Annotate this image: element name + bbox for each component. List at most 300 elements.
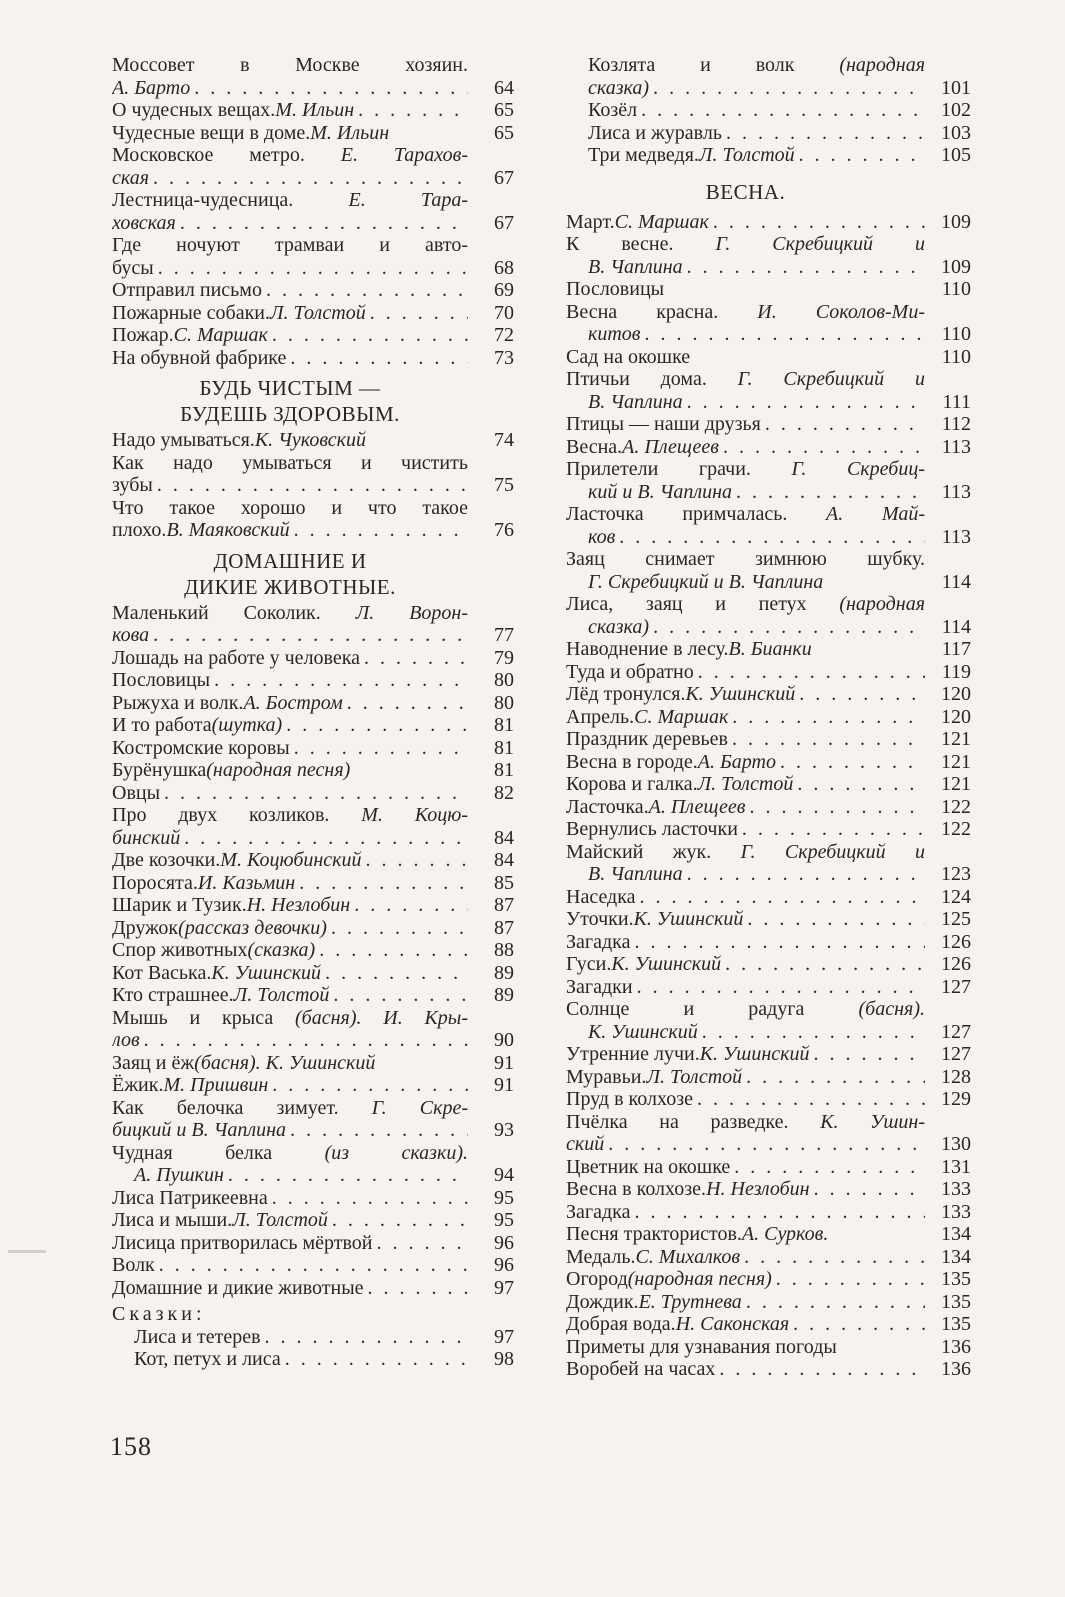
leader-dots (149, 167, 468, 190)
entry-title: К весне. (566, 233, 716, 255)
entry-title: Корова и галка. (566, 773, 698, 795)
entry-title: Волк (112, 1254, 155, 1276)
leader-dots (719, 436, 925, 459)
toc-entry (112, 737, 514, 760)
leader-dots (286, 1119, 468, 1142)
toc-entry (566, 122, 971, 145)
toc-entry (112, 1187, 514, 1210)
entry-author: Г. Скребицкий и (740, 840, 925, 863)
toc-entry (566, 1336, 971, 1359)
entry-title: Апрель. (566, 705, 635, 728)
leader-dots (810, 1178, 925, 1201)
page-ref: 113 (941, 480, 971, 503)
page-ref: 65 (494, 99, 514, 121)
leader-dots (742, 1291, 925, 1314)
entry-title: Мышь и крыса (112, 1006, 295, 1029)
toc-entry (112, 429, 514, 452)
entry-author: Н. Саконская (675, 1313, 790, 1335)
toc-entry (566, 1111, 971, 1156)
toc-entry (566, 99, 971, 122)
page-ref: 91 (494, 1051, 514, 1074)
entry-author: М. Пришвин (163, 1074, 269, 1096)
entry-title: Шарик и Тузик. (112, 894, 247, 916)
toc-entry (112, 647, 514, 670)
toc-entry (112, 1277, 514, 1300)
leader-dots (738, 818, 925, 841)
entry-author: (народная (839, 54, 925, 76)
page-ref: 134 (941, 1245, 971, 1268)
entry-author: Е. Тарахов- (340, 144, 469, 166)
entry-author: Л. Толстой (697, 773, 794, 795)
entry-author: (сказка) (247, 939, 316, 961)
page-ref: 85 (494, 871, 514, 894)
entry-title: Гуси. (566, 953, 612, 975)
leader-dots (615, 526, 925, 549)
leader-dots (743, 908, 925, 931)
entry-title: Три медведя. (588, 144, 699, 166)
page-ref: 91 (494, 1074, 514, 1096)
entry-author: К. Ушинский (211, 961, 322, 984)
page-ref: 136 (941, 1335, 971, 1358)
page-number: 158 (110, 1432, 152, 1461)
page-ref: 105 (941, 144, 971, 166)
leader-dots (709, 211, 925, 234)
entry-title-cont: бусы (112, 256, 154, 279)
entry-title: Загадка (566, 1200, 631, 1223)
toc-entry (566, 976, 971, 999)
page-ref: 127 (941, 1020, 971, 1043)
toc-entry (112, 1254, 514, 1277)
subsection-label (112, 1303, 514, 1326)
entry-title: Огород (566, 1268, 628, 1290)
page-ref: 125 (941, 908, 971, 930)
page-ref: 69 (494, 279, 514, 301)
entry-author: С. Михалков (635, 1245, 741, 1268)
entry-title: Овцы (112, 781, 161, 804)
leader-dots (327, 917, 468, 940)
entry-author: А. Бостром (243, 691, 343, 714)
entry-title-cont: лов (112, 1029, 140, 1051)
page-ref: 129 (941, 1088, 971, 1110)
page-ref: 96 (494, 1231, 514, 1254)
toc-entry (112, 984, 514, 1007)
page-ref: 128 (941, 1065, 971, 1088)
leader-dots (153, 474, 468, 497)
entry-author: В. Бианки (728, 638, 812, 660)
leader-dots (154, 257, 468, 280)
page-ref: 80 (494, 669, 514, 691)
page-ref: 114 (941, 570, 971, 593)
entry-title: Весна в городе. (566, 750, 698, 773)
page-ref: 114 (941, 615, 971, 638)
toc-entry (112, 939, 514, 962)
toc-entry (112, 1348, 514, 1371)
entry-title: Ласточка примчалась. (566, 503, 827, 525)
entry-title-cont: В. Чаплина (588, 255, 683, 278)
leader-dots (140, 1029, 468, 1052)
toc-entry (566, 413, 971, 436)
entry-title-cont: А. Пушкин (134, 1164, 224, 1186)
page-ref: 81 (494, 714, 514, 736)
leader-dots (362, 849, 468, 872)
toc-entry (112, 602, 514, 647)
page-ref: 97 (494, 1276, 514, 1299)
leader-dots (190, 77, 468, 100)
leader-dots (649, 616, 925, 639)
entry-title: Пожар. (112, 324, 174, 346)
entry-title-cont: бинский (112, 826, 181, 849)
toc-entry (566, 1043, 971, 1066)
entry-author: (басня). (858, 998, 925, 1020)
entry-author: Г. Скребицкий и (737, 368, 925, 390)
entry-author: М. Ильин (310, 121, 390, 144)
entry-title: Пчёлка на разведке. (566, 1110, 821, 1133)
section-heading (566, 179, 925, 205)
page-ref: 68 (494, 256, 514, 279)
toc-entry (566, 233, 971, 278)
entry-title: Воробей на часах (566, 1358, 716, 1380)
leader-dots (290, 519, 468, 542)
leader-dots (793, 773, 925, 796)
entry-title: Март. (566, 210, 615, 233)
page-ref: 123 (941, 863, 971, 885)
entry-title: Домашние и дикие животные (112, 1276, 364, 1299)
toc-entry (566, 796, 971, 819)
section-heading-line: ВЕСНА. (705, 179, 786, 204)
entry-author: К. Ушинский (633, 908, 744, 930)
entry-title: Дождик. (566, 1290, 639, 1313)
toc-entry (112, 894, 514, 917)
page-ref: 136 (941, 1358, 971, 1380)
entry-title: Лиса Патрикеевна (112, 1186, 268, 1209)
page-ref: 93 (494, 1119, 514, 1141)
toc-entry (566, 54, 971, 99)
toc-entry (566, 886, 971, 909)
toc-entry (112, 692, 514, 715)
leader-dots (290, 737, 468, 760)
section-heading-line: ДИКИЕ ЖИВОТНЫЕ. (184, 574, 396, 599)
page-ref: 119 (941, 660, 971, 683)
toc-entry (566, 1178, 971, 1201)
toc-entry (112, 669, 514, 692)
entry-title: Птичьи дома. (566, 368, 738, 390)
entry-author: А. Май- (826, 503, 925, 525)
page-ref: 122 (941, 795, 971, 818)
entry-author: Е. Тара- (348, 189, 468, 211)
toc-entry (112, 1052, 514, 1075)
page-ref: 109 (941, 255, 971, 278)
page-ref: 90 (494, 1029, 514, 1051)
toc-entry (112, 962, 514, 985)
page-ref: 101 (941, 76, 971, 99)
entry-title: Московское метро. (112, 144, 341, 166)
leader-dots (176, 212, 468, 235)
entry-title: Лисица притворилась мёртвой (112, 1231, 373, 1254)
entry-title-cont: К. Ушинский (588, 1020, 698, 1043)
page-ref: 117 (941, 638, 971, 660)
page-ref: 109 (941, 210, 971, 233)
leader-dots (730, 1156, 925, 1179)
leader-dots (149, 624, 468, 647)
leader-dots (694, 661, 925, 684)
entry-title: Наводнение в лесу. (566, 638, 729, 660)
toc-entry (112, 1007, 514, 1052)
entry-title-cont: ков (588, 525, 616, 548)
leader-dots (728, 706, 925, 729)
entry-title: Костромские коровы (112, 736, 290, 759)
toc-entry (566, 751, 971, 774)
page-ref: 122 (941, 818, 971, 840)
page-ref: 75 (494, 474, 514, 496)
page-ref: 84 (494, 849, 514, 871)
toc-entry (566, 1088, 971, 1111)
leader-dots (722, 122, 925, 145)
entry-title-cont: Г. Скребицкий и В. Чаплина (588, 570, 824, 593)
entry-author: Г. Скре- (371, 1096, 468, 1119)
entry-title: Чудная белка (112, 1141, 325, 1164)
toc-entry (112, 759, 514, 782)
toc-entry (112, 497, 514, 542)
entry-title-cont: В. Чаплина (588, 390, 683, 413)
leader-dots (745, 796, 925, 819)
leader-dots (693, 1088, 925, 1111)
entry-title: Весна красна. (566, 300, 758, 323)
entry-title: Как белочка зимует. (112, 1096, 372, 1119)
entry-title: Про двух козликов. (112, 804, 362, 826)
page-ref: 130 (941, 1133, 971, 1155)
leader-dots (637, 99, 925, 122)
entry-author: Л. Толстой (698, 144, 795, 166)
toc-entry (112, 452, 514, 497)
entry-title: Кто страшнее. (112, 984, 234, 1006)
entry-author: Г. Скребицкий и (715, 233, 925, 255)
page-ref: 134 (941, 1223, 971, 1245)
entry-title: Лёд тронулся. (566, 683, 686, 705)
entry-title-cont: А. Барто (112, 76, 191, 99)
page-ref: 121 (941, 750, 971, 773)
entry-title: Уточки. (566, 908, 634, 930)
entry-title: Прилетели грачи. (566, 458, 792, 480)
page-ref: 113 (941, 525, 971, 548)
entry-title: Козлята и волк (588, 54, 840, 76)
entry-title: Ласточка. (566, 795, 649, 818)
page-ref: 112 (941, 413, 971, 435)
entry-title: Добрая вода. (566, 1313, 676, 1335)
leader-dots (364, 1277, 468, 1300)
entry-title: Пословицы (112, 669, 211, 691)
leader-dots (636, 886, 925, 909)
toc-right-column (566, 54, 971, 1381)
page-ref: 113 (941, 435, 971, 458)
entry-author: Н. Незлобин (706, 1178, 810, 1200)
entry-title: Вернулись ласточки (566, 818, 738, 840)
leader-dots (683, 863, 925, 886)
leader-dots (268, 324, 468, 347)
toc-entry (566, 593, 971, 638)
entry-title: Цветник на окошке (566, 1155, 731, 1178)
page-ref: 133 (941, 1200, 971, 1223)
entry-title-cont: кий и В. Чаплина (588, 480, 732, 503)
entry-title: Праздник деревьев (566, 728, 728, 750)
leader-dots (286, 347, 468, 370)
toc-entry (566, 1156, 971, 1179)
page-ref: 67 (494, 166, 514, 189)
leader-dots (350, 894, 468, 917)
entry-title: Сад на окошке (566, 345, 691, 368)
toc-entry (112, 714, 514, 737)
page-ref: 87 (494, 916, 514, 939)
toc-entry (566, 773, 971, 796)
entry-author: Н. Незлобин (246, 894, 351, 916)
entry-author: Л. Толстой (233, 984, 330, 1006)
entry-title: Спор животных (112, 939, 248, 961)
page-ref: 89 (494, 984, 514, 1006)
entry-title: Кот, петух и лиса (134, 1348, 281, 1370)
entry-author: Л. Толстой (270, 301, 366, 324)
page-ref: 110 (941, 323, 971, 345)
page-ref: 81 (494, 759, 514, 781)
page-ref: 70 (494, 301, 514, 324)
page-ref: 82 (494, 781, 514, 804)
leader-dots (721, 953, 925, 976)
leader-dots (761, 413, 925, 436)
entry-title: Чудесные вещи в доме. (112, 121, 311, 144)
leader-dots (343, 692, 468, 715)
entry-author: К. Ушинский (685, 683, 796, 705)
entry-title: Пруд в колхозе (566, 1088, 693, 1110)
leader-dots (354, 99, 468, 122)
toc-entry (566, 1066, 971, 1089)
leader-dots (281, 1348, 468, 1371)
leader-dots (772, 1268, 925, 1291)
page-ref: 80 (494, 691, 514, 714)
leader-dots (776, 751, 925, 774)
entry-author: С. Маршак (173, 324, 268, 346)
entry-title-cont: китов (588, 323, 641, 345)
toc-entry (566, 368, 971, 413)
entry-title: Козёл (588, 99, 638, 121)
toc-entry (112, 122, 514, 145)
leader-dots (740, 1246, 925, 1269)
leader-dots (372, 1232, 468, 1255)
page-ref: 111 (942, 390, 971, 413)
entry-author: (народная (839, 593, 925, 615)
entry-title: Заяц и ёж (112, 1051, 195, 1074)
entry-title-cont: бицкий и В. Чаплина (112, 1119, 287, 1141)
toc-entry (112, 324, 514, 347)
leader-dots (329, 984, 468, 1007)
entry-title: Ёжик. (112, 1074, 164, 1096)
leader-dots (715, 1358, 925, 1381)
entry-title: Заяц снимает зимнюю шубку. (566, 548, 925, 570)
toc-entry (112, 1097, 514, 1142)
entry-author: (народная песня) (206, 759, 351, 781)
page-ref: 135 (941, 1268, 971, 1290)
page-ref: 126 (941, 953, 971, 975)
page-ref: 87 (494, 894, 514, 916)
entry-title-cont: кова (112, 624, 150, 646)
leader-dots (180, 827, 468, 850)
page-ref: 84 (494, 826, 514, 849)
leader-dots (295, 872, 468, 895)
entry-title-cont: ховская (112, 211, 176, 234)
page-ref: 98 (494, 1348, 514, 1370)
toc-entry (112, 302, 514, 325)
page-ref: 133 (941, 1178, 971, 1200)
entry-title: Загадка (566, 930, 631, 953)
leader-dots (728, 728, 925, 751)
entry-title-cont: сказка) (588, 615, 650, 638)
entry-title: Лиса и мыши. (112, 1209, 233, 1231)
toc-entry (566, 1291, 971, 1314)
entry-title: Утренние лучи. (566, 1043, 700, 1065)
page-ref: 126 (941, 930, 971, 953)
leader-dots (809, 1043, 925, 1066)
toc-entry (566, 1313, 971, 1336)
entry-title: Песня трактористов. (566, 1223, 742, 1245)
section-heading (112, 375, 468, 427)
entry-author: (шутка) (211, 714, 283, 736)
entry-title: Туда и обратно (566, 660, 694, 683)
toc-entry (112, 54, 514, 99)
page-ref: 94 (494, 1164, 514, 1186)
entry-author: (народная песня) (627, 1268, 772, 1290)
entry-title: Солнце и радуга (566, 998, 859, 1020)
toc-entry (566, 728, 971, 751)
toc-entry (112, 279, 514, 302)
page-ref: 72 (494, 324, 514, 346)
entry-author: Л. Толстой (232, 1209, 328, 1231)
entry-title-cont: сказка) (588, 76, 650, 99)
entry-author: (из сказки). (324, 1141, 468, 1164)
entry-title: Весна. (566, 435, 623, 458)
leader-dots (321, 962, 468, 985)
toc-entry (566, 706, 971, 729)
page-ref: 95 (494, 1209, 514, 1231)
entry-title: Как надо умываться и чистить (112, 451, 468, 474)
entry-author: В. Маяковский (166, 519, 290, 541)
toc-entry (112, 782, 514, 805)
page-ref: 64 (494, 76, 514, 99)
leader-dots (633, 976, 925, 999)
page-ref: 89 (494, 961, 514, 984)
toc-entry (566, 661, 971, 684)
page-ref: 88 (494, 939, 514, 961)
entry-title-cont: плохо. (112, 519, 167, 541)
entry-author: Л. Толстой (646, 1065, 743, 1088)
entry-author: М. Ильин (275, 99, 355, 121)
leader-dots (268, 1074, 468, 1097)
toc-entry (566, 841, 971, 886)
leader-dots (315, 939, 468, 962)
toc-entry (566, 953, 971, 976)
section-heading (112, 548, 468, 600)
leader-dots (742, 1066, 925, 1089)
entry-author: С. Маршак (614, 210, 709, 233)
toc-entry (566, 278, 971, 301)
toc-entry (112, 849, 514, 872)
page-ref: 127 (941, 1043, 971, 1065)
leader-dots (683, 391, 925, 414)
page-ref: 102 (941, 99, 971, 121)
entry-author: И. Соколов-Ми- (757, 300, 925, 323)
leader-dots (360, 647, 468, 670)
entry-title: На обувной фабрике (112, 346, 287, 369)
leader-dots (366, 302, 468, 325)
toc-entry (112, 1232, 514, 1255)
page-ref: 110 (941, 278, 971, 300)
entry-title: И то работа (112, 714, 212, 736)
